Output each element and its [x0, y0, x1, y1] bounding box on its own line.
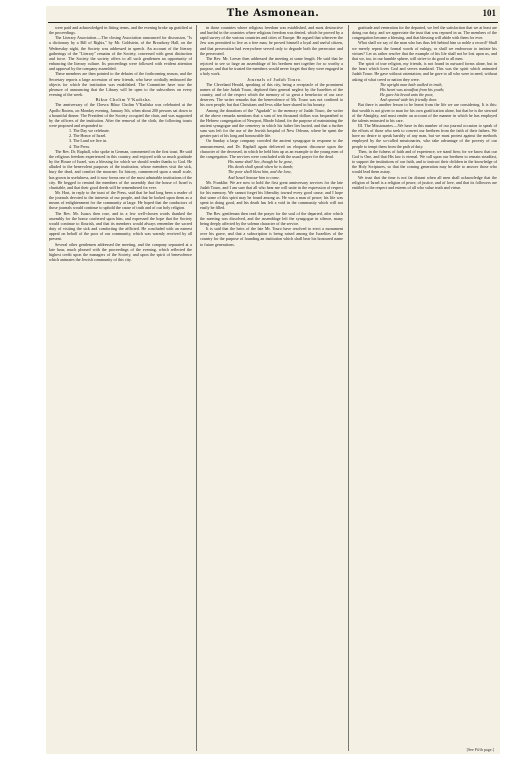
masthead-rule — [48, 22, 498, 23]
verse-line: The poor shall bless him, and the lone, — [228, 169, 292, 175]
article-heading: Journals of Judah Touro. — [247, 76, 302, 82]
continuation-note: [See Fifth page.] — [466, 747, 494, 752]
paragraph: Mr. Hart, in reply to the toast of the Press, said that he had long been a reader of the journals devoted to the interests of our people, and that he looked upon them as a means of enlightenment for the community at large. He hoped that the conductors of those journals would continue to uphold the cause of truth and of our holy religion. — [49, 190, 192, 211]
column-divider-1 — [196, 25, 197, 751]
verse-line: And Israel honour him to come. — [228, 174, 281, 180]
masthead — [46, 8, 500, 22]
paragraph: The Rev. Mr. Leeser then addressed the meeting at some length. He said that he rejoiced to see so large an assemblage of his brethren met together for so worthy a purpose, and that he trusted the members would never forget that they were engaged in a holy work. — [200, 55, 343, 77]
paragraph: On Sunday a large company crowded the ancient synagogue in response to the announcement, and Dr. Raphall again delivered an eloquent discourse upon the character of the deceased, in which he held him up as an example to the young men of the congregation. The services were concluded with the usual prayer for the dead. — [200, 138, 343, 159]
masthead-title: The Asmonean. — [226, 8, 320, 19]
paragraph: III. The Missionaries.—We have in this number of our journal occasion to speak of the efforts of those who seek to convert our brethren from the faith of their fathers. We have no desire to speak harshly of any man, but we must protest against the methods employed by the so-called missionaries, who take advantage of the poverty of our people to tempt them from the path of duty. — [352, 122, 497, 149]
paragraph: The anniversary of the Chevra Bikur Cholim V'Kadisha was celebrated at the Apollo Rooms, on Monday evening, January 5th, when about 200 persons sat down to a bountiful dinner. The President of the Society occupied the chair, and was supported by the officers of the institution. After the removal of the cloth, the following toasts were proposed and responded to: — [49, 102, 192, 128]
list-item: 3. The Land we live in. — [69, 138, 108, 144]
paragraph: The Rev. Dr. Raphall, who spoke in German, commented on the first toast. He said the religious freedom experienced in this country, and enjoyed with so much gratitude by the House of Israel, was a blessing for which we should render thanks to God. He alluded to the benevolent purposes of the institution, whose members visit the sick, bury the dead, and comfort the mourner. Its history, commenced upon a small scale, has grown in usefulness, and it now forms one of the most admirable institutions of the city. He begged to remind the members of the assembly that the house of Israel is charitable, and that their good deeds will be remembered for ever. — [49, 148, 192, 190]
paragraph: gratitude and veneration for the departed, we feel the satisfaction that we at least are doing our duty, and we appreciate the trust that was reposed in us. The members of the congregation became a blessing, and that blessing will abide with them for ever. — [352, 25, 497, 41]
paragraph: These members are then pointed to the debates of the forthcoming season, and the Secretary reports a large accession of new friends, who have cordially embraced the objects for which the institution was established. The Committee have now the pleasure of announcing that the Library will be open to the subscribers on every evening of the week. — [49, 71, 192, 98]
paragraph: The Rev. gentleman then read the prayer for the soul of the departed, after which the meeting was dissolved, and the assemblage left the synagogue in silence, many being deeply affected by the solemn character of the service. — [200, 210, 343, 226]
article-heading: Bikur Cholim V'Kadisha. — [95, 97, 152, 103]
paragraph: The spirit of true religion, my friends, is not found in outward forms alone, but in the heart which loves God and serves mankind. This was the spirit which animated Judah Touro. He gave without ostentation, and he gave to all who were in need, without asking of what creed or nation they were. — [352, 61, 497, 82]
list-item: 1. The Day we celebrate. — [69, 128, 110, 134]
paragraph: Several other gentlemen addressed the meeting, and the company separated at a late hour, much pleased with the proceedings of the evening, which reflected the highest credit upon the managers of the Society, and upon the spirit of benevolence which animates the Jewish community of this city. — [49, 241, 192, 263]
column-1 — [49, 25, 192, 751]
newspaper-page — [46, 6, 500, 754]
paragraph: were paid and acknowledged in fitting terms, and the evening broke up gratified at the proceedings. — [49, 25, 192, 36]
paragraph: Among the donations of the "Agudath" to the memory of Judah Touro, the writer of the above remarks mentions that a sum of ten thousand dollars was bequeathed to the Hebrew congregation of Newport, Rhode Island, for the purpose of maintaining the ancient synagogue and the cemetery in which his father lies buried, and that a further sum was left for the use of the Jewish hospital of New Orleans, where he spent the greater part of his long and honourable life. — [200, 107, 343, 139]
paragraph: Then, in the fulness of faith and of experience, we stand firm; for we know that our God is One, and that His law is eternal. We call upon our brethren to remain steadfast, to support the institutions of our faith, and to instruct their children in the knowledge of the Holy Scriptures, so that the coming generation may be able to answer those who would lead them astray. — [352, 148, 497, 175]
paragraph: It is said that the heirs of the late Mr. Touro have resolved to erect a monument over his grave, and that a subscription is being raised among the Israelites of the country for the purpose of founding an institution which shall bear his honoured name to future generations. — [200, 226, 343, 247]
paragraph: The Rev. Mr. Isaacs then rose, and in a few well-chosen words thanked the assembly for the honor conferred upon him, and expressed the hope that the Society would continue to flourish, and that its members would always remember the sacred duty of visiting the sick and comforting the afflicted. He concluded with an earnest appeal on behalf of the poor of our community, which was warmly received by all present. — [49, 210, 192, 242]
page-number: 101 — [482, 8, 496, 18]
paragraph: But there is another lesson to be learnt from the life we are considering. It is this: that wealth is not given to man for his own gratification alone, but that he is the steward of the Almighty, and must render an account of the manner in which he has employed the talents entrusted to his care. — [352, 102, 497, 123]
list-item: 2. The Honor of Israel. — [69, 133, 107, 139]
verse-line: The upright man hath walked in truth, — [380, 81, 443, 87]
paragraph: The Literary Association.—The closing Association announced for discussion, "Is a dictionary by a Bill of Rights," by Mr. Goldstein, of the Broadway Hall, on the Wednesday night, the Society was addressed in speech. An account of the literary gatherings of the "Literary" remains of the Society, conversed with great distinction and force. The Society the society offers to all such gentlemen an opportunity of enhancing the literary culture. Its proceedings were followed with evident attention and approval by the company assembled. — [49, 35, 192, 72]
verse-line: His deeds shall speak when he is dumb; — [228, 164, 294, 170]
verse-line: He gave his bread unto the poor, — [380, 92, 434, 98]
verse-line: His name shall live, though he be gone, — [228, 159, 293, 165]
paragraph: What shall we say of the man who has thus left behind him so noble a record? Shall we merely repeat the formal words of eulogy, or shall we endeavour to imitate his virtues? Let us rather resolve that the example of his life shall not be lost upon us, and that we, too, in our humble sphere, will strive to do good to all men. — [352, 40, 497, 61]
verse-line: And opened wide his friendly door. — [380, 97, 438, 103]
paragraph: We trust that the time is not far distant when all men shall acknowledge that the religion of Israel is a religion of peace, of justice, and of love, and that its followers are entitled to the respect and esteem of all who value truth and virtue. — [352, 174, 497, 190]
column-3 — [352, 25, 497, 751]
paragraph: in those countries where religious freedom was established, and most destructive and hurtful in the countries where religious freedom was denied, which he proved by a rapid survey of the various countries and cities of Europe. He argued that wherever the Jew was permitted to live as a free man, he proved himself a loyal and useful citizen, and that persecution had everywhere served only to degrade both the persecutor and the persecuted. — [200, 25, 343, 56]
list-item: 4. The Press. — [69, 143, 91, 149]
paragraph: The Cleveland Herald, speaking of this city, being a receptacle of the prominent names of the late Judah Touro, deplored their general neglect by the Israelites of the country, and of the respect which the memory of so great a benefactor of our race deserves. The writer remarks that the benevolence of Mr. Touro was not confined to his own people, but that Christians and Jews alike have shared in his bounty. — [200, 81, 343, 108]
verse-line: His heart was steadfast from his youth; — [380, 86, 445, 92]
column-2 — [200, 25, 343, 751]
paragraph: Mr. Franklin: We are now to hold the first great anniversary services for the late Judah Touro, and I am sure that all who hear me will unite in the expression of respect for his memory. We cannot forget his liberality toward every good cause, and I hope that some of this spirit may be found among us. He was a man of peace; his life was spent in doing good, and his death has left a void in the community which will not easily be filled. — [200, 179, 343, 211]
column-divider-2 — [348, 25, 349, 751]
